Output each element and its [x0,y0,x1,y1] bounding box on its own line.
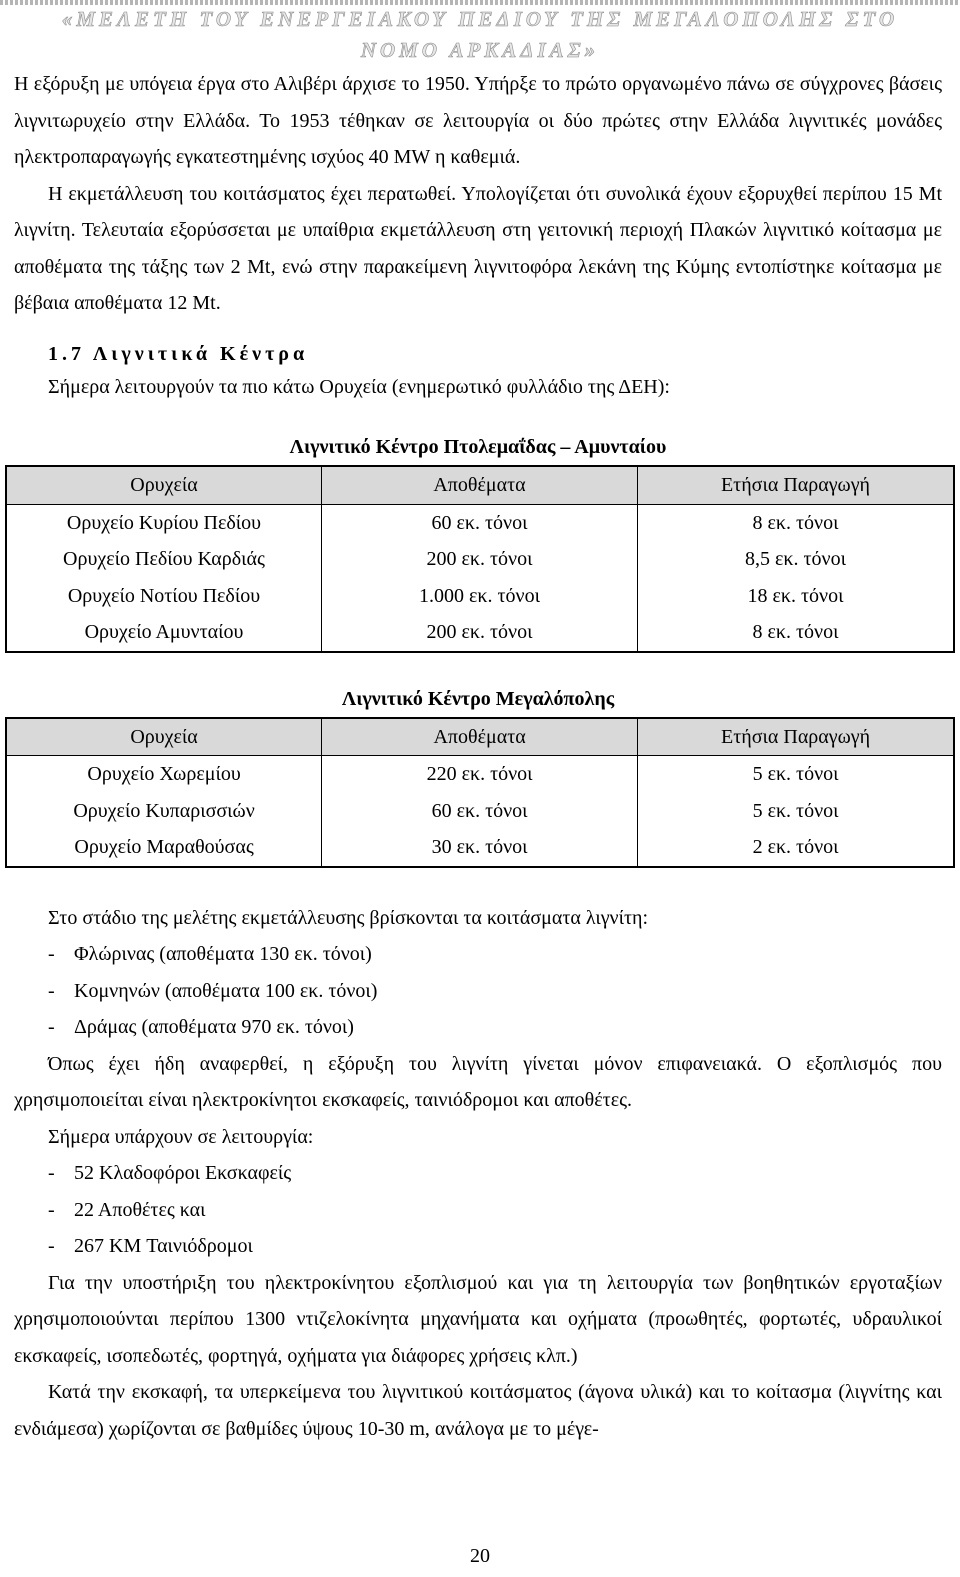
spacer [14,653,942,681]
list-item [14,973,942,1010]
cell-mine: Ορυχείο Μαραθούσας [6,829,322,867]
paragraph-equipment: Όπως έχει ήδη αναφερθεί, η εξόρυξη του λιγνίτη γίνεται μόνον επιφανειακά. Ο εξοπλισμός που χρησιμοποιείται είναι ηλεκτροκίνητοι εκσκαφείς, ταινιόδρομοι και αποθέτες. [14,1052,942,1111]
cell-mine: Ορυχείο Αμυνταίου [6,614,321,652]
page-number: 20 [470,1545,490,1567]
section-intro: Σήμερα λειτουργούν τα πιο κάτω Ορυχεία (ενημερωτικό φυλλάδιο της ΔΕΗ): [48,375,670,398]
cell-production: 18 εκ. τόνοι [638,578,955,615]
list-item [14,1009,942,1046]
list-item-text: 22 Αποθέτες και [74,1198,206,1221]
list-item-text: 52 Κλαδοφόροι Εκσκαφείς [74,1162,292,1184]
paragraph-exploitation: Η εκμετάλλευση του κοιτάσματος έχει περατωθεί. Υπολογίζεται ότι συνολικά έχουν εξορυχθεί περίπου 15 Mt λιγνίτη. Τελευταία εξορύσσεται με υπαίθρια εκμετάλλευση στη γειτονική περιοχή Πλακών λιγνιτικό κοίτασμα με αποθέματα της τάξης των 2 Mt, ενώ στην παρακείμενη λιγνιτοφόρα λεκάνη της Κύμης εντοπίστηκε κοίτασμα με βέβαια αποθέματα 12 Mt. [14,182,942,314]
cell-mine: Ορυχείο Κυπαρισσιών [6,793,322,830]
paragraph-aliveri: Η εξόρυξη με υπόγεια έργα στο Αλιβέρι άρχισε το 1950. Υπήρξε το πρώτο οργανωμένο πάνω σε σύγχρονες βάσεις λιγνιτωρυχείο στην Ελλάδα. Το 1953 τέθηκαν σε λειτουργία οι δύο πρώτες στην Ελλάδα λιγνιτικές μονάδες ηλεκτροπαραγωγής εγκατεστημένης ισχύος 40 MW η καθεμιά. [14,73,942,168]
section-heading: 1.7 Λιγνιτικά Κέντρα [48,342,309,365]
equipment-list [14,1155,942,1265]
list-item [14,1155,942,1192]
dash-marker: - [48,943,55,965]
page-body [14,66,942,1447]
list-item-text: 267 KM Ταινιόδρομοι [74,1235,253,1257]
table-row [6,541,954,578]
cell-mine: Ορυχείο Νοτίου Πεδίου [6,578,321,615]
cell-reserves: 220 εκ. τόνοι [322,756,638,793]
cell-production: 8 εκ. τόνοι [638,504,955,541]
column-header-mines: Ορυχεία [6,466,321,504]
list-item [14,936,942,973]
table-row [6,614,954,652]
paragraph-excavation: Κατά την εκσκαφή, τα υπερκείμενα του λιγνιτικού κοιτάσματος (άγονα υλικά) και το κοίτασμα (λιγνίτης και ενδιάμεσα) χωρίζονται σε βαθμίδες ύψους 10-30 m, ανάλογα με το μέγε- [14,1381,942,1440]
cell-reserves: 30 εκ. τόνοι [322,829,638,867]
list-item-text: Φλώρινας (αποθέματα 130 εκ. τόνοι) [74,943,372,965]
table-row [6,829,954,867]
list-item-text: Κομνηνών (αποθέματα 100 εκ. τόνοι) [74,979,378,1002]
list-item [14,1192,942,1229]
column-header-reserves: Αποθέματα [321,466,637,504]
cell-production: 2 εκ. τόνοι [638,829,954,867]
dash-marker: - [48,979,55,1002]
table-title-ptolemaida: Λιγνιτικό Κέντρο Πτολεμαΐδας – Αμυνταίου [289,436,667,458]
column-header-reserves: Αποθέματα [322,718,638,756]
cell-reserves: 200 εκ. τόνοι [321,541,637,578]
table-row [6,793,954,830]
cell-reserves: 200 εκ. τόνοι [321,614,637,652]
cell-reserves: 60 εκ. τόνοι [322,793,638,830]
spacer [14,868,942,900]
equipment-intro: Σήμερα υπάρχουν σε λειτουργία: [48,1125,314,1148]
study-intro: Στο στάδιο της μελέτης εκμετάλλευσης βρίσκονται τα κοιτάσματα λιγνίτη: [48,906,649,929]
table-header-row [6,718,954,756]
table-row [6,578,954,615]
cell-production: 5 εκ. τόνοι [638,756,954,793]
cell-mine: Ορυχείο Κυρίου Πεδίου [6,504,321,541]
dash-marker: - [48,1162,55,1184]
section-lignite-centres [14,339,942,406]
paragraph-diesel-machines: Για την υποστήριξη του ηλεκτροκίνητου εξοπλισμού και για τη λειτουργία των βοηθητικών εργοταξίων χρησιμοποιούνται περίπου 1300 ντιζελοκίνητα μηχανήματα και οχήματα (προωθητές, φορτωτές, υδραυλικοί εκσκαφείς, ισοπεδωτές, φορτηγά, οχήματα για διάφορες χρήσεις κλπ.) [14,1271,942,1367]
cell-reserves: 60 εκ. τόνοι [321,504,637,541]
table-ptolemaida-mines [5,465,955,653]
dash-marker: - [48,1016,55,1038]
cell-production: 8,5 εκ. τόνοι [638,541,955,578]
dash-marker: - [48,1198,55,1221]
study-deposits-list [14,936,942,1046]
column-header-mines: Ορυχεία [6,718,322,756]
cell-mine: Ορυχείο Χωρεμίου [6,756,322,793]
table-header-row [6,466,954,504]
cell-production: 8 εκ. τόνοι [638,614,955,652]
table-title-megalopoli: Λιγνιτικό Κέντρο Μεγαλόπολης [341,687,615,710]
list-item-text: Δράμας (αποθέματα 970 εκ. τόνοι) [74,1016,354,1038]
running-header: «ΜΕΛΕΤΗ ΤΟΥ ΕΝΕΡΓΕΙΑΚΟΥ ΠΕΔΙΟΥ ΤΗΣ ΜΕΓΑΛΟΠΟΛΗΣ ΣΤΟ ΝΟΜΟ ΑΡΚΑΔΙΑΣ» [61,7,899,62]
table-row [6,756,954,793]
cell-production: 5 εκ. τόνοι [638,793,954,830]
list-item [14,1228,942,1265]
table-row [6,504,954,541]
cell-mine: Ορυχείο Πεδίου Καρδιάς [6,541,321,578]
dash-marker: - [48,1235,55,1257]
table-megalopoli-mines [5,717,955,868]
column-header-annual-production: Ετήσια Παραγωγή [638,718,954,756]
cell-reserves: 1.000 εκ. τόνοι [321,578,637,615]
column-header-annual-production: Ετήσια Παραγωγή [638,466,955,504]
